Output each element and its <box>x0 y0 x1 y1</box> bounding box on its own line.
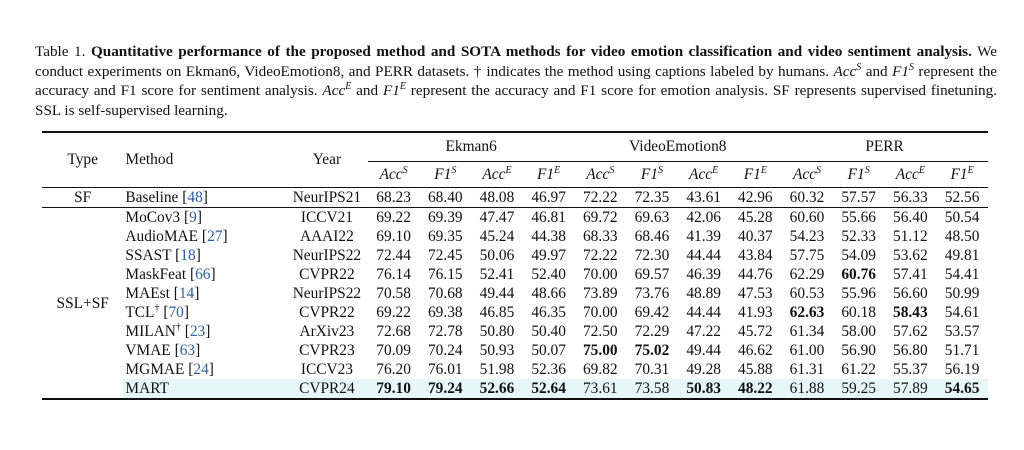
metric-superscript: E <box>760 164 767 176</box>
cell-value: 79.24 <box>419 379 471 399</box>
cell-value: 56.60 <box>893 285 928 302</box>
header-metric <box>729 162 781 188</box>
citation-bracket: [ <box>159 304 169 321</box>
cell-value: 57.41 <box>893 266 928 283</box>
method-name: MGMAE <box>125 361 185 378</box>
header-dataset-perr: PERR <box>781 132 988 162</box>
row-year: CVPR24 <box>286 379 368 399</box>
metric-base: F1 <box>434 166 452 183</box>
cell-value: 44.38 <box>531 228 566 245</box>
table-row <box>42 265 988 284</box>
metric-base: F1 <box>537 166 555 183</box>
cell-value: 48.89 <box>686 285 721 302</box>
cell-value: 61.34 <box>789 323 825 340</box>
cell-value: 73.76 <box>634 285 670 302</box>
cell-value: 52.66 <box>471 379 523 399</box>
caption-sentence-1: We conduct experiments on Ekman6, VideoEmotion8, and PERR datasets. † indicates the method using captions labeled by humans. <box>35 43 997 80</box>
cell-value: 70.68 <box>427 285 463 302</box>
metric-superscript: E <box>554 164 561 176</box>
cell-value: 69.22 <box>376 209 411 226</box>
cell-value: 69.35 <box>427 228 463 245</box>
metric-superscript: E <box>967 164 974 176</box>
cell-value: 73.61 <box>574 379 626 399</box>
cell-value: 53.62 <box>893 247 928 264</box>
cell-value: 45.72 <box>738 323 773 340</box>
cell-value: 50.06 <box>479 247 515 264</box>
cell-value: 48.22 <box>729 379 781 399</box>
metric-superscript: S <box>451 164 457 176</box>
metric-superscript: S <box>402 164 408 176</box>
cell-value: 68.23 <box>376 189 411 206</box>
table-row <box>42 341 988 360</box>
citation-bracket: ] <box>208 361 214 378</box>
citation-link[interactable]: 63 <box>179 342 196 359</box>
cell-value: 48.66 <box>531 285 566 302</box>
cell-value: 76.14 <box>376 266 411 283</box>
citation-bracket: [ <box>180 323 190 340</box>
cell-value: 61.00 <box>789 342 825 359</box>
cell-value: 54.23 <box>789 228 825 245</box>
cell-value: 46.39 <box>686 266 721 283</box>
cell-value: 75.02 <box>634 342 670 359</box>
cell-value: 52.64 <box>523 379 575 399</box>
metric-superscript: S <box>864 164 870 176</box>
row-method <box>123 188 286 208</box>
citation-bracket: [ <box>186 266 196 283</box>
row-year: ICCV23 <box>300 361 353 378</box>
cell-value: 69.38 <box>427 304 463 321</box>
results-table <box>42 131 988 400</box>
table-row <box>42 188 988 208</box>
cell-value: 47.53 <box>738 285 773 302</box>
cell-value: 50.93 <box>479 342 515 359</box>
cell-value: 56.90 <box>841 342 876 359</box>
cell-value: 61.31 <box>789 361 825 378</box>
caption-sentence-2: represent the accuracy and F1 score for sentiment analysis. <box>35 62 998 99</box>
metric-base: Acc <box>792 166 817 183</box>
cell-value: 43.61 <box>686 189 721 206</box>
citation-bracket: ] <box>210 266 216 283</box>
citation-link[interactable]: 48 <box>187 189 203 206</box>
caption-acc: Acc <box>322 82 346 99</box>
cell-value: 73.58 <box>626 379 678 399</box>
citation-bracket: [ <box>184 361 194 378</box>
row-year: ICCV21 <box>300 209 353 226</box>
caption-sentence-3: represent the accuracy and F1 score for emotion analysis. SF represents supervised finetuning. SSL is self-supervised learning. <box>35 82 998 119</box>
cell-value: 56.40 <box>893 209 928 226</box>
cell-value: 46.97 <box>531 189 566 206</box>
metric-base: F1 <box>743 166 761 183</box>
cell-value: 41.39 <box>686 228 721 245</box>
caption-sup: E <box>345 81 352 92</box>
metric-superscript: E <box>712 164 719 176</box>
caption-sup: S <box>908 61 914 73</box>
header-dataset-ekman6: Ekman6 <box>368 132 575 162</box>
cell-value: 48.50 <box>944 228 980 245</box>
cell-value: 47.22 <box>686 323 721 340</box>
cell-value: 54.61 <box>944 304 980 321</box>
header-metric <box>936 162 988 188</box>
cell-value: 54.09 <box>841 247 876 264</box>
citation-link[interactable]: 14 <box>178 285 195 302</box>
caption-sup: S <box>856 61 862 73</box>
cell-value: 69.72 <box>582 209 618 226</box>
cell-value: 72.68 <box>376 323 411 340</box>
method-name: Baseline <box>125 189 179 206</box>
cell-value: 58.43 <box>893 304 928 321</box>
cell-value: 53.57 <box>944 323 980 340</box>
metric-superscript: S <box>816 164 822 176</box>
header-metric <box>574 162 626 188</box>
cell-value: 62.63 <box>789 304 825 321</box>
cell-value: 72.50 <box>582 323 618 340</box>
cell-value: 50.54 <box>944 209 980 226</box>
table-row <box>42 208 988 228</box>
cell-value: 75.00 <box>582 342 618 359</box>
caption-acc: Acc <box>833 62 857 80</box>
table-row <box>42 246 988 265</box>
dagger-mark: † <box>154 303 160 314</box>
cell-value: 60.32 <box>789 189 825 206</box>
cell-value: 49.44 <box>686 342 721 359</box>
cell-value: 72.30 <box>634 247 670 264</box>
row-year: ArXiv23 <box>299 323 355 340</box>
cell-value: 49.81 <box>944 247 980 264</box>
cell-value: 57.75 <box>789 247 825 264</box>
cell-value: 79.10 <box>368 379 420 399</box>
cell-value: 72.45 <box>427 247 463 264</box>
header-type: Type <box>67 151 98 168</box>
cell-value: 57.89 <box>885 379 937 399</box>
row-year: NeurIPS22 <box>292 285 362 302</box>
citation-link[interactable]: 66 <box>195 266 211 283</box>
cell-value: 72.22 <box>582 189 618 206</box>
cell-value: 50.80 <box>479 323 515 340</box>
cell-value: 41.93 <box>738 304 773 321</box>
caption-sup: E <box>399 81 406 92</box>
caption-prefix: Table 1. <box>35 43 86 60</box>
cell-value: 60.53 <box>789 285 825 302</box>
cell-value: 69.42 <box>634 304 670 321</box>
cell-value: 69.57 <box>634 266 670 283</box>
row-year: NeurIPS21 <box>292 189 362 206</box>
cell-value: 68.46 <box>634 228 670 245</box>
citation-link[interactable]: 70 <box>168 304 184 321</box>
cell-value: 52.41 <box>479 266 515 283</box>
header-metric <box>419 162 471 188</box>
cell-value: 70.09 <box>376 342 411 359</box>
metric-base: F1 <box>640 166 659 183</box>
cell-value: 50.99 <box>944 285 980 302</box>
header-metric <box>626 162 678 188</box>
row-type: SSL+SF <box>56 294 109 312</box>
cell-value: 69.63 <box>634 209 670 226</box>
cell-value: 72.78 <box>427 323 463 340</box>
cell-value: 51.98 <box>479 361 515 378</box>
cell-value: 49.44 <box>479 285 515 302</box>
caption-and: and <box>356 82 379 99</box>
metric-superscript: S <box>658 164 664 176</box>
citation-bracket: [ <box>198 228 208 245</box>
dagger-mark: † <box>175 322 181 333</box>
citation-link[interactable]: 9 <box>189 209 197 226</box>
citation-bracket: ] <box>183 304 189 321</box>
cell-value: 69.10 <box>376 228 411 245</box>
metric-base: Acc <box>895 166 919 183</box>
header-metric <box>781 162 833 188</box>
row-year: AAAI22 <box>299 228 354 245</box>
row-year: CVPR22 <box>299 266 355 283</box>
row-method <box>123 322 286 341</box>
cell-value: 43.84 <box>738 247 773 264</box>
table-row <box>42 360 988 379</box>
caption-title: Quantitative performance of the proposed method and SOTA methods for video emotion classification and video sentiment analysis. <box>90 43 972 60</box>
cell-value: 69.82 <box>582 361 618 378</box>
row-method <box>123 246 286 265</box>
row-method <box>123 284 286 303</box>
cell-value: 69.22 <box>376 304 411 321</box>
header-metric <box>368 162 420 188</box>
cell-value: 44.44 <box>686 247 721 264</box>
cell-value: 62.29 <box>789 266 825 283</box>
cell-value: 54.41 <box>944 266 980 283</box>
metric-superscript: E <box>918 164 925 176</box>
header-year: Year <box>312 151 342 168</box>
cell-value: 44.76 <box>738 266 773 283</box>
metric-base: Acc <box>689 166 713 183</box>
cell-value: 47.47 <box>479 209 515 226</box>
cell-value: 76.15 <box>427 266 463 283</box>
header-metric <box>885 162 937 188</box>
citation-link[interactable]: 23 <box>189 323 206 340</box>
cell-value: 72.29 <box>634 323 670 340</box>
citation-bracket: ] <box>195 342 201 359</box>
cell-value: 46.35 <box>531 304 566 321</box>
cell-value: 76.20 <box>376 361 411 378</box>
row-method <box>123 360 286 379</box>
method-name: AudioMAE <box>125 228 199 245</box>
citation-bracket: [ <box>169 285 179 302</box>
cell-value: 76.01 <box>427 361 463 378</box>
cell-value: 56.80 <box>893 342 928 359</box>
method-name: SSAST <box>125 247 172 264</box>
header-method: Method <box>125 151 174 168</box>
metric-base: Acc <box>586 166 610 183</box>
citation-bracket: ] <box>195 247 201 264</box>
citation-bracket: ] <box>202 189 208 206</box>
citation-bracket: [ <box>178 189 188 206</box>
caption-and: and <box>865 62 888 80</box>
cell-value: 50.40 <box>531 323 566 340</box>
row-year: CVPR22 <box>299 304 355 321</box>
citation-bracket: [ <box>180 209 190 226</box>
row-method <box>123 341 286 360</box>
row-method <box>123 303 286 322</box>
cell-value: 57.62 <box>893 323 928 340</box>
table-row <box>42 322 988 341</box>
method-name: MoCov3 <box>125 209 181 226</box>
header-metric <box>678 162 730 188</box>
cell-value: 52.33 <box>841 228 876 245</box>
cell-value: 46.62 <box>738 342 773 359</box>
cell-value: 46.81 <box>531 209 566 226</box>
cell-value: 70.31 <box>634 361 670 378</box>
cell-value: 59.25 <box>833 379 885 399</box>
cell-value: 42.06 <box>686 209 721 226</box>
cell-value: 70.24 <box>427 342 463 359</box>
cell-value: 72.22 <box>582 247 618 264</box>
row-method <box>123 227 286 246</box>
cell-value: 55.66 <box>841 209 876 226</box>
citation-bracket: ] <box>194 285 200 302</box>
table-row <box>42 284 988 303</box>
cell-value: 70.00 <box>582 266 618 283</box>
method-name: MILAN <box>125 323 176 340</box>
row-year: NeurIPS22 <box>292 247 362 264</box>
cell-value: 60.76 <box>841 266 876 283</box>
cell-value: 45.28 <box>738 209 773 226</box>
cell-value: 56.19 <box>944 361 980 378</box>
citation-bracket: [ <box>170 342 180 359</box>
method-name: TCL <box>125 304 155 321</box>
header-metric <box>833 162 885 188</box>
cell-value: 52.56 <box>944 189 980 206</box>
cell-value: 50.07 <box>531 342 566 359</box>
table-row <box>42 379 988 399</box>
cell-value: 72.35 <box>634 189 670 206</box>
cell-value: 44.44 <box>686 304 721 321</box>
cell-value: 54.65 <box>936 379 988 399</box>
row-year: CVPR23 <box>299 342 355 359</box>
cell-value: 46.85 <box>479 304 515 321</box>
cell-value: 72.44 <box>376 247 411 264</box>
method-name: VMAE <box>125 342 171 359</box>
method-name: MART <box>125 380 169 397</box>
table-caption <box>35 42 997 120</box>
cell-value: 70.58 <box>376 285 411 302</box>
caption-f1: F1 <box>382 82 400 99</box>
cell-value: 45.88 <box>738 361 773 378</box>
metric-base: F1 <box>847 166 865 183</box>
citation-link[interactable]: 18 <box>180 247 196 264</box>
citation-bracket: ] <box>205 323 211 340</box>
cell-value: 70.00 <box>582 304 618 321</box>
header-metric <box>523 162 575 188</box>
header-dataset-videoemotion8: VideoEmotion8 <box>574 132 781 162</box>
cell-value: 60.18 <box>841 304 876 321</box>
citation-link[interactable]: 24 <box>193 361 209 378</box>
cell-value: 42.96 <box>738 189 773 206</box>
header-metric <box>471 162 523 188</box>
cell-value: 61.88 <box>781 379 833 399</box>
cell-value: 56.33 <box>893 189 928 206</box>
row-type: SF <box>74 189 92 206</box>
cell-value: 61.22 <box>841 361 876 378</box>
cell-value: 40.37 <box>738 228 773 245</box>
citation-bracket: ] <box>196 209 202 226</box>
cell-value: 73.89 <box>582 285 618 302</box>
cell-value: 55.37 <box>893 361 928 378</box>
citation-link[interactable]: 27 <box>207 228 223 245</box>
cell-value: 58.00 <box>841 323 876 340</box>
cell-value: 55.96 <box>841 285 876 302</box>
cell-value: 68.40 <box>427 189 463 206</box>
cell-value: 48.08 <box>479 189 515 206</box>
table-row <box>42 227 988 246</box>
metric-superscript: E <box>505 164 512 176</box>
method-name: MAEst <box>125 285 170 302</box>
cell-value: 68.33 <box>582 228 618 245</box>
caption-f1: F1 <box>892 62 909 80</box>
cell-value: 52.36 <box>531 361 566 378</box>
cell-value: 49.28 <box>686 361 721 378</box>
metric-base: Acc <box>379 166 403 183</box>
cell-value: 45.24 <box>479 228 515 245</box>
cell-value: 69.39 <box>427 209 463 226</box>
metric-superscript: S <box>609 164 615 176</box>
row-method <box>123 208 286 228</box>
row-method <box>123 265 286 284</box>
citation-bracket: [ <box>171 247 181 264</box>
method-name: MaskFeat <box>125 266 187 283</box>
cell-value: 52.40 <box>531 266 566 283</box>
cell-value: 49.97 <box>531 247 566 264</box>
cell-value: 57.57 <box>841 189 876 206</box>
metric-base: Acc <box>482 166 506 183</box>
cell-value: 50.83 <box>678 379 730 399</box>
cell-value: 51.12 <box>893 228 928 245</box>
metric-base: F1 <box>950 166 968 183</box>
cell-value: 51.71 <box>944 342 980 359</box>
table-row <box>42 303 988 322</box>
citation-bracket: ] <box>222 228 228 245</box>
cell-value: 60.60 <box>789 209 825 226</box>
row-method <box>123 379 286 399</box>
